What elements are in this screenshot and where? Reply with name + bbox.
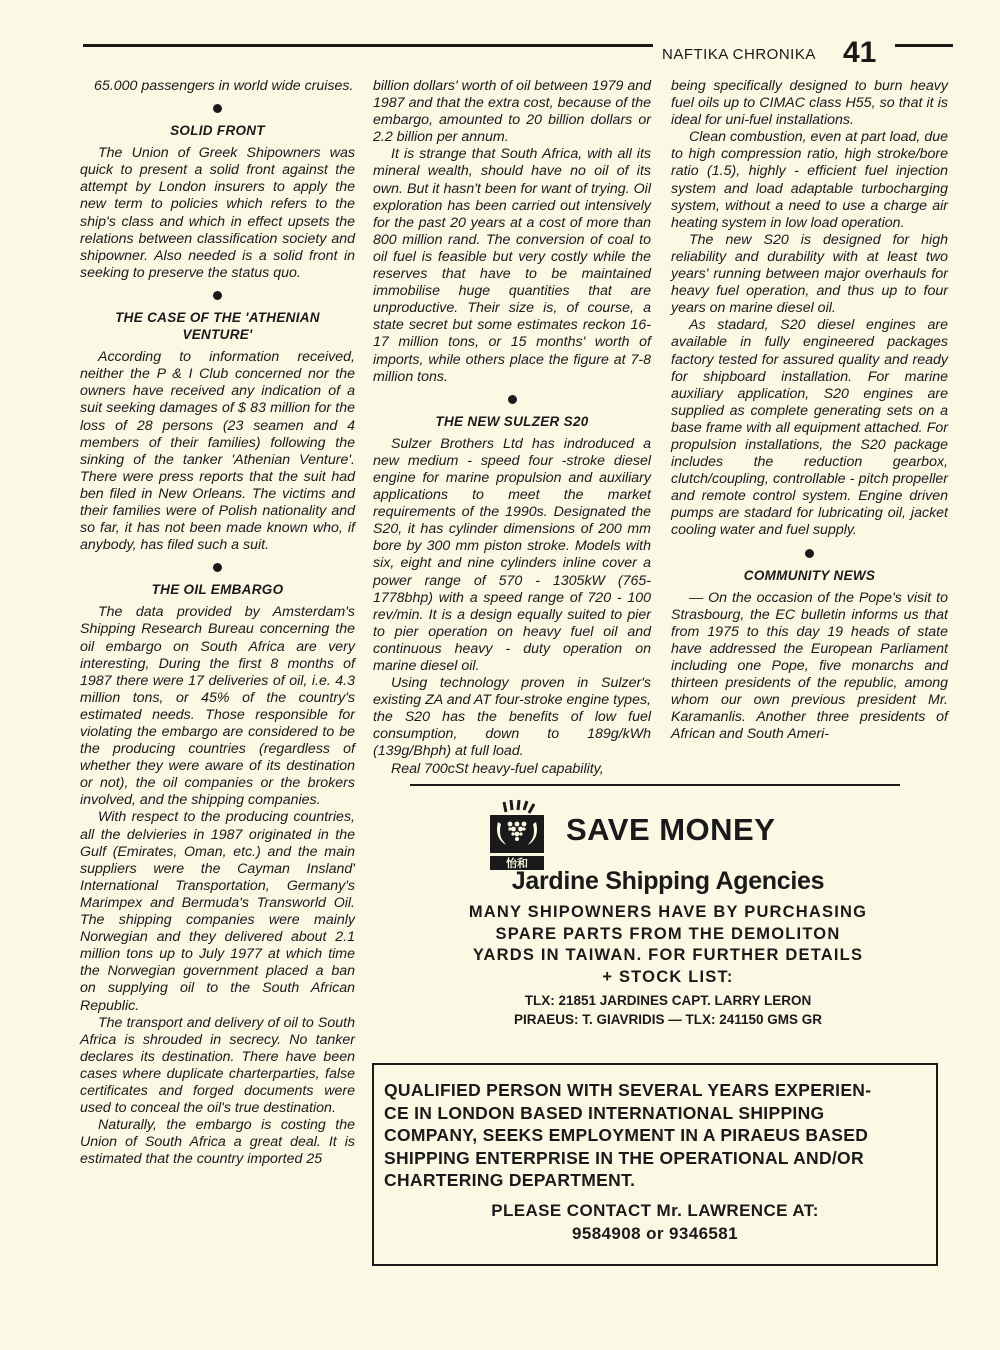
paragraph: 65.000 passengers in world wide cruises.: [94, 78, 354, 94]
advert-line: SPARE PARTS FROM THE DEMOLITON: [495, 924, 841, 943]
section-bullet: [213, 291, 222, 300]
section-bullet: [805, 549, 814, 558]
classified-advert-box: [372, 1063, 938, 1266]
paragraph: With respect to the producing countries, all the delvieries in 1987 originated in the Gulf (Emirates, Oman, etc.) and the main suppliers were the Cayman Insland' International Transportation, Germany's Marimpex and Bermuda's Transworld Oil. The shipping companies were mainly Norwegian and they delivered about 2.1 million tons up to July 1977 at which time the Norwegian government placed a ban on supplying oil to the South African Republic.: [80, 809, 355, 1014]
section-heading-oil-embargo: THE OIL EMBARGO: [151, 582, 284, 598]
section-bullet: [213, 104, 222, 113]
logo-chinese-characters: 怡和: [506, 857, 528, 870]
paragraph: being specifically designed to burn heavy fuel oils up to CIMAC class H55, so that it is ideal for uni-fuel installations.: [671, 78, 948, 129]
paragraph: The new S20 is designed for high reliability and durability with at least two years' running between major overhauls for heavy fuel operation, and thus up to four years on marine diesel oil.: [671, 231, 948, 317]
telex-line: TLX: 21851 JARDINES CAPT. LARRY LERON: [524, 993, 812, 1008]
jardine-advert: [388, 784, 948, 1029]
page-number: 41: [843, 36, 877, 69]
paragraph: Sulzer Brothers Ltd has indroduced a new medium - speed four -stroke diesel engine for marine propulsion and auxiliary applications to meet the market requirements of the 1990s. Designated the S20, it has cylinder dimensions of 200 mm bore by 300 mm piston stroke. Models with six, eight and nine cylinders inline cover a power range of 570 - 1305kW (765-1778bhp) with a speed range of 720 - 100 rev/min. It is a design equally suited to pier to pier operation on heavy fuel oil and continuous heavy - duty operation on marine diesel oil.: [373, 435, 651, 674]
section-heading-community-news: COMMUNITY NEWS: [743, 567, 876, 583]
column-3: [671, 78, 948, 743]
section-heading-athenian-venture: THE CASE OF THE 'ATHENIAN VENTURE': [115, 309, 320, 343]
paragraph: Clean combustion, even at part load, due to high compression ratio, high stroke/bore ratio (1.5), highly - efficient fuel injection system and load adaptable turbocharging system, without a need to use a charge air heating system in low load operation.: [671, 129, 948, 231]
paragraph: Using technology proven in Sulzer's existing ZA and AT four-stroke engine types, the S20 has the benefits of low fuel consumption, down to 189g/kWh (139g/Bhph) at full load.: [373, 675, 651, 760]
advert-body: [388, 902, 948, 988]
advert-headline: SAVE MONEY: [566, 812, 776, 847]
classified-line: CHARTERING DEPARTMENT.: [384, 1170, 636, 1190]
paragraph: — On the occasion of the Pope's visit to Strasbourg, the EC bulletin informs us that from 1975 to this day 19 heads of state have addressed the European Parliament including one Pope, five monarchs and thirteen presidents of the republic, among whom our own previous president Mr. Karamanlis. Another three presidents of African and South Ameri-: [671, 589, 948, 743]
paragraph: The Union of Greek Shipowners was quick to present a solid front against the attempt by London insurers to apply the new term to policies which refers to the ship's class and which in effect upsets the relations between classification society and shipowner. Also needed is a solid front in seeking to preserve the status quo.: [80, 145, 355, 281]
telex-line: PIRAEUS: T. GIAVRIDIS — TLX: 241150 GMS GR: [513, 1012, 823, 1027]
jardine-thistle-logo: [488, 798, 546, 870]
header-rule-left: [83, 44, 653, 47]
classified-line: CE IN LONDON BASED INTERNATIONAL SHIPPING: [384, 1102, 825, 1123]
contact-line: PLEASE CONTACT Mr. LAWRENCE AT:: [491, 1201, 819, 1220]
section-heading-sulzer-s20: THE NEW SULZER S20: [435, 413, 589, 429]
classified-line: SHIPPING ENTERPRISE IN THE OPERATIONAL AND/OR: [384, 1147, 864, 1168]
section-heading-solid-front: SOLID FRONT: [170, 123, 265, 139]
paragraph: According to information received, neither the P & I Club concerned nor the owners have received any indication of a suit seeking damages of $ 83 million for the loss of 28 persons (23 seamen and 4 members of their families) following the sinking of the tanker 'Athenian Venture'. There were press reports that the suit had ben filed in New Orleans. The victims and their families were of Polish nationality and so far, it has not been made known who, if anybody, has filed such a suit.: [80, 349, 355, 554]
advert-line: YARDS IN TAIWAN. FOR FURTHER DETAILS: [472, 946, 864, 964]
column-1: [80, 78, 355, 1168]
classified-body: [384, 1079, 924, 1192]
column-2: [373, 78, 651, 778]
publication-title: NAFTIKA CHRONIKA: [662, 46, 816, 63]
advert-company-name: Jardine Shipping Agencies: [511, 867, 825, 895]
phone-numbers: 9584908 or 9346581: [571, 1224, 738, 1243]
paragraph: Real 700cSt heavy-fuel capability,: [391, 760, 604, 777]
header-rule-right: [895, 44, 953, 47]
paragraph: billion dollars' worth of oil between 1979 and 1987 and that the extra cost, because of the embargo, amounted to 20 billion dollars or 2.2 billion per annum.: [373, 78, 651, 146]
paragraph: The data provided by Amsterdam's Shipping Research Bureau concerning the oil embargo on South Africa are very interesting, During the first 8 months of 1987 there were 17 deliveries of oil, i.e. 4.3 million tons, or 45% of the country's estimated needs. Those responsible for violating the embargo are considered to be the producing countries (regardless of whether they were aware of its destination or not), the oil companies or the brokers involved, and the shipping companies.: [80, 604, 355, 809]
advert-line: MANY SHIPOWNERS HAVE BY PURCHASING: [468, 903, 868, 921]
section-bullet: [508, 395, 517, 404]
paragraph: It is strange that South Africa, with all its mineral wealth, should have no oil of its own. But it hasn't been for want of trying. Oil exploration has been carried out intensively for the past 20 years at a cost of more than 800 million rand. The conversion of coal to oil fuel is feasible but very costly while the reserves that have to be maintained immobilise huge quantities that are unproductive. Their size is, of course, a state secret but some estimates reckon 16-17 million tons, or 15 months' worth of imports, while others place the figure at 7-8 million tons.: [373, 146, 651, 385]
advert-contact: [388, 991, 948, 1029]
paragraph: Naturally, the embargo is costing the Union of South Africa a great deal. It is estimated that the country imported 25: [80, 1117, 355, 1168]
paragraph: As stadard, S20 diesel engines are available in fully engineered packages factory tested for assured quality and ready for shipboard installation. For marine auxiliary application, S20 engines are supplied as complete generating sets on a base frame with all equipment attached. For propulsion installations, the S20 package includes the reduction gearbox, clutch/coupling, controllable - pitch propeller and remote control system. Engine driven pumps are stadard for lubricating oil, jacket cooling water and fuel supply.: [671, 317, 948, 539]
classified-line: QUALIFIED PERSON WITH SEVERAL YEARS EXPERIEN-: [384, 1080, 872, 1100]
section-bullet: [213, 563, 222, 572]
classified-line: COMPANY, SEEKS EMPLOYMENT IN A PIRAEUS BASED: [384, 1125, 869, 1145]
advert-line: + STOCK LIST:: [602, 967, 734, 986]
classified-contact: [374, 1199, 936, 1245]
paragraph: The transport and delivery of oil to South Africa is shrouded in secrecy. No tanker declares its destination. There have been cases where duplicate charterparties, false certificates and forged documents were used to conceal the oil's true destination.: [80, 1014, 355, 1117]
